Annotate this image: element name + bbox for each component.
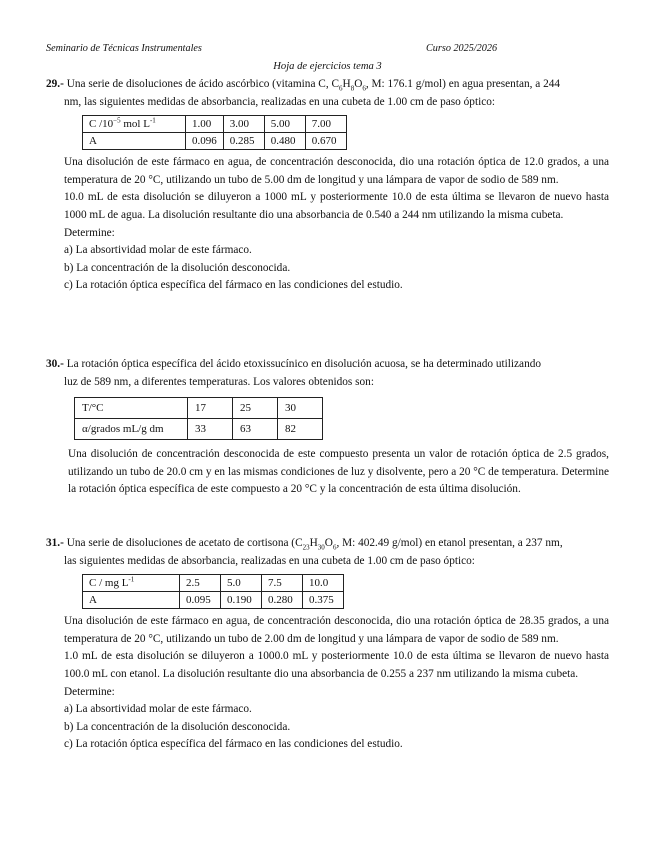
problem-30-table: [74, 397, 323, 440]
problem-number: 31.-: [46, 537, 64, 549]
table-cell: 7.00: [305, 116, 346, 133]
table-row: [83, 592, 344, 609]
table-cell: 0.375: [303, 592, 344, 609]
table-cell: 0.280: [262, 592, 303, 609]
list-item: a) La absortividad molar de este fármaco.: [64, 703, 252, 716]
list-item: c) La rotación óptica específica del fármaco en las condiciones del estudio.: [64, 738, 403, 751]
table-cell: 0.480: [264, 133, 305, 150]
problem-31-determine: Determine:: [64, 685, 115, 698]
table-row: [83, 575, 344, 592]
header-academic-year: Curso 2025/2026: [426, 43, 498, 54]
problem-29: [46, 76, 609, 295]
table-row: [83, 116, 347, 133]
problem-30-intro: 30.- La rotación óptica específica del ácido etoxissucínico en disolución acuosa, se ha determinado utilizando: [46, 358, 542, 370]
table-cell: 25: [233, 398, 278, 419]
sheet-title: Hoja de ejercicios tema 3: [273, 61, 382, 72]
problem-29-intro-line2: nm, las siguientes medidas de absorbancia, realizadas en una cubeta de 1.00 cm de paso óptico:: [64, 95, 496, 108]
problem-29-determine: Determine:: [64, 226, 115, 239]
list-item: b) La concentración de la disolución desconocida.: [64, 720, 291, 733]
problem-31-table: [82, 574, 344, 609]
list-item: a) La absortividad molar de este fármaco.: [64, 244, 252, 257]
table-header-cell: A: [83, 133, 186, 150]
table-cell: 5.00: [264, 116, 305, 133]
table-cell: 0.670: [305, 133, 346, 150]
problem-30-body: [46, 446, 609, 499]
problem-31-paragraph-1: Una disolución de este fármaco en agua, de concentración desconocida, dio una rotación óptica de 28.35 grados, a una temperatura de 20 °C, utilizando un tubo de 2.00 dm de longitud y una lámpara de vapor de sodio de 589 nm.: [64, 615, 609, 645]
table-cell: 17: [188, 398, 233, 419]
header-course-name: Seminario de Técnicas Instrumentales: [46, 43, 202, 54]
problem-number: 29.-: [46, 78, 64, 90]
problem-30: [46, 356, 609, 499]
table-cell: 0.190: [221, 592, 262, 609]
problem-29-paragraph-1: Una disolución de este fármaco en agua, de concentración desconocida, dio una rotación óptica de 12.0 grados, a una temperatura de 20 °C, utilizando un tubo de 5.00 dm de longitud y una lámpara de vapor de sodio de 589 nm.: [64, 156, 609, 186]
problem-29-paragraph-2: 10.0 mL de esta disolución se diluyeron a 1000 mL y posteriormente 10.0 de esta última se llevaron de nuevo hasta 1000 mL de agua. La disolución resultante dio una absorbancia de 0.540 a 244 nm utilizando la misma cubeta.: [64, 191, 609, 221]
table-header-cell: T/°C: [75, 398, 188, 419]
table-cell: 33: [188, 419, 233, 440]
table-cell: 1.00: [186, 116, 224, 133]
table-header-cell: C $/10^{-5}$ mol $L^{-1}$: [83, 116, 186, 133]
table-cell: 63: [233, 419, 278, 440]
table-cell: 2.5: [180, 575, 221, 592]
table-header-cell: α/grados mL/g dm: [75, 419, 188, 440]
problem-31-intro: 31.- Una serie de disoluciones de acetato de cortisona ($C_{23}H_{30}O_6$, M: 402.49 g/mol) en etanol presentan, a 237 nm,: [46, 537, 563, 552]
problem-number: 30.-: [46, 358, 64, 370]
problem-31-body: [46, 613, 609, 754]
list-item: c) La rotación óptica específica del fármaco en las condiciones del estudio.: [64, 279, 403, 292]
problem-30-paragraph-1: Una disolución de concentración desconocida de este compuesto presenta un valor de rotación óptica de 2.5 grados, utilizando un tubo de 20.0 cm y en las mismas condiciones de luz y disolvente, pero a 20 °C de temperatura. Determine la rotación óptica específica de este compuesto a 20 °C y la concentración de esta última disolución.: [68, 448, 609, 496]
table-cell: 3.00: [223, 116, 264, 133]
table-cell: 0.095: [180, 592, 221, 609]
table-cell: 7.5: [262, 575, 303, 592]
table-row: [75, 419, 323, 440]
table-row: [83, 133, 347, 150]
problem-31-paragraph-2: 1.0 mL de esta disolución se diluyeron a 1000.0 mL y posteriormente 10.0 de esta última se llevaron de nuevo hasta 100.0 mL con etanol. La disolución resultante dio una absorbancia de 0.255 a 237 nm utilizando la misma cubeta.: [64, 650, 609, 680]
problem-31-intro-line2: las siguientes medidas de absorbancia, realizadas en una cubeta de 1.00 cm de paso óptico:: [64, 554, 475, 567]
problem-29-intro: 29.- Una serie de disoluciones de ácido ascórbico (vitamina C, $C_6H_8O_6$, M: 176.1 g/mol) en agua presentan, a 244: [46, 78, 561, 93]
table-cell: 82: [278, 419, 323, 440]
table-row: [75, 398, 323, 419]
table-cell: 0.096: [186, 133, 224, 150]
table-cell: 0.285: [223, 133, 264, 150]
table-header-cell: A: [83, 592, 180, 609]
table-cell: 10.0: [303, 575, 344, 592]
table-header-cell: C / mg $L^{-1}$: [83, 575, 180, 592]
problem-30-intro-line2: luz de 589 nm, a diferentes temperaturas. Los valores obtenidos son:: [64, 375, 374, 388]
problem-29-table: [82, 115, 347, 150]
table-cell: 30: [278, 398, 323, 419]
problem-29-body: [46, 154, 609, 295]
table-cell: 5.0: [221, 575, 262, 592]
list-item: b) La concentración de la disolución desconocida.: [64, 261, 291, 274]
problem-31: [46, 535, 609, 754]
